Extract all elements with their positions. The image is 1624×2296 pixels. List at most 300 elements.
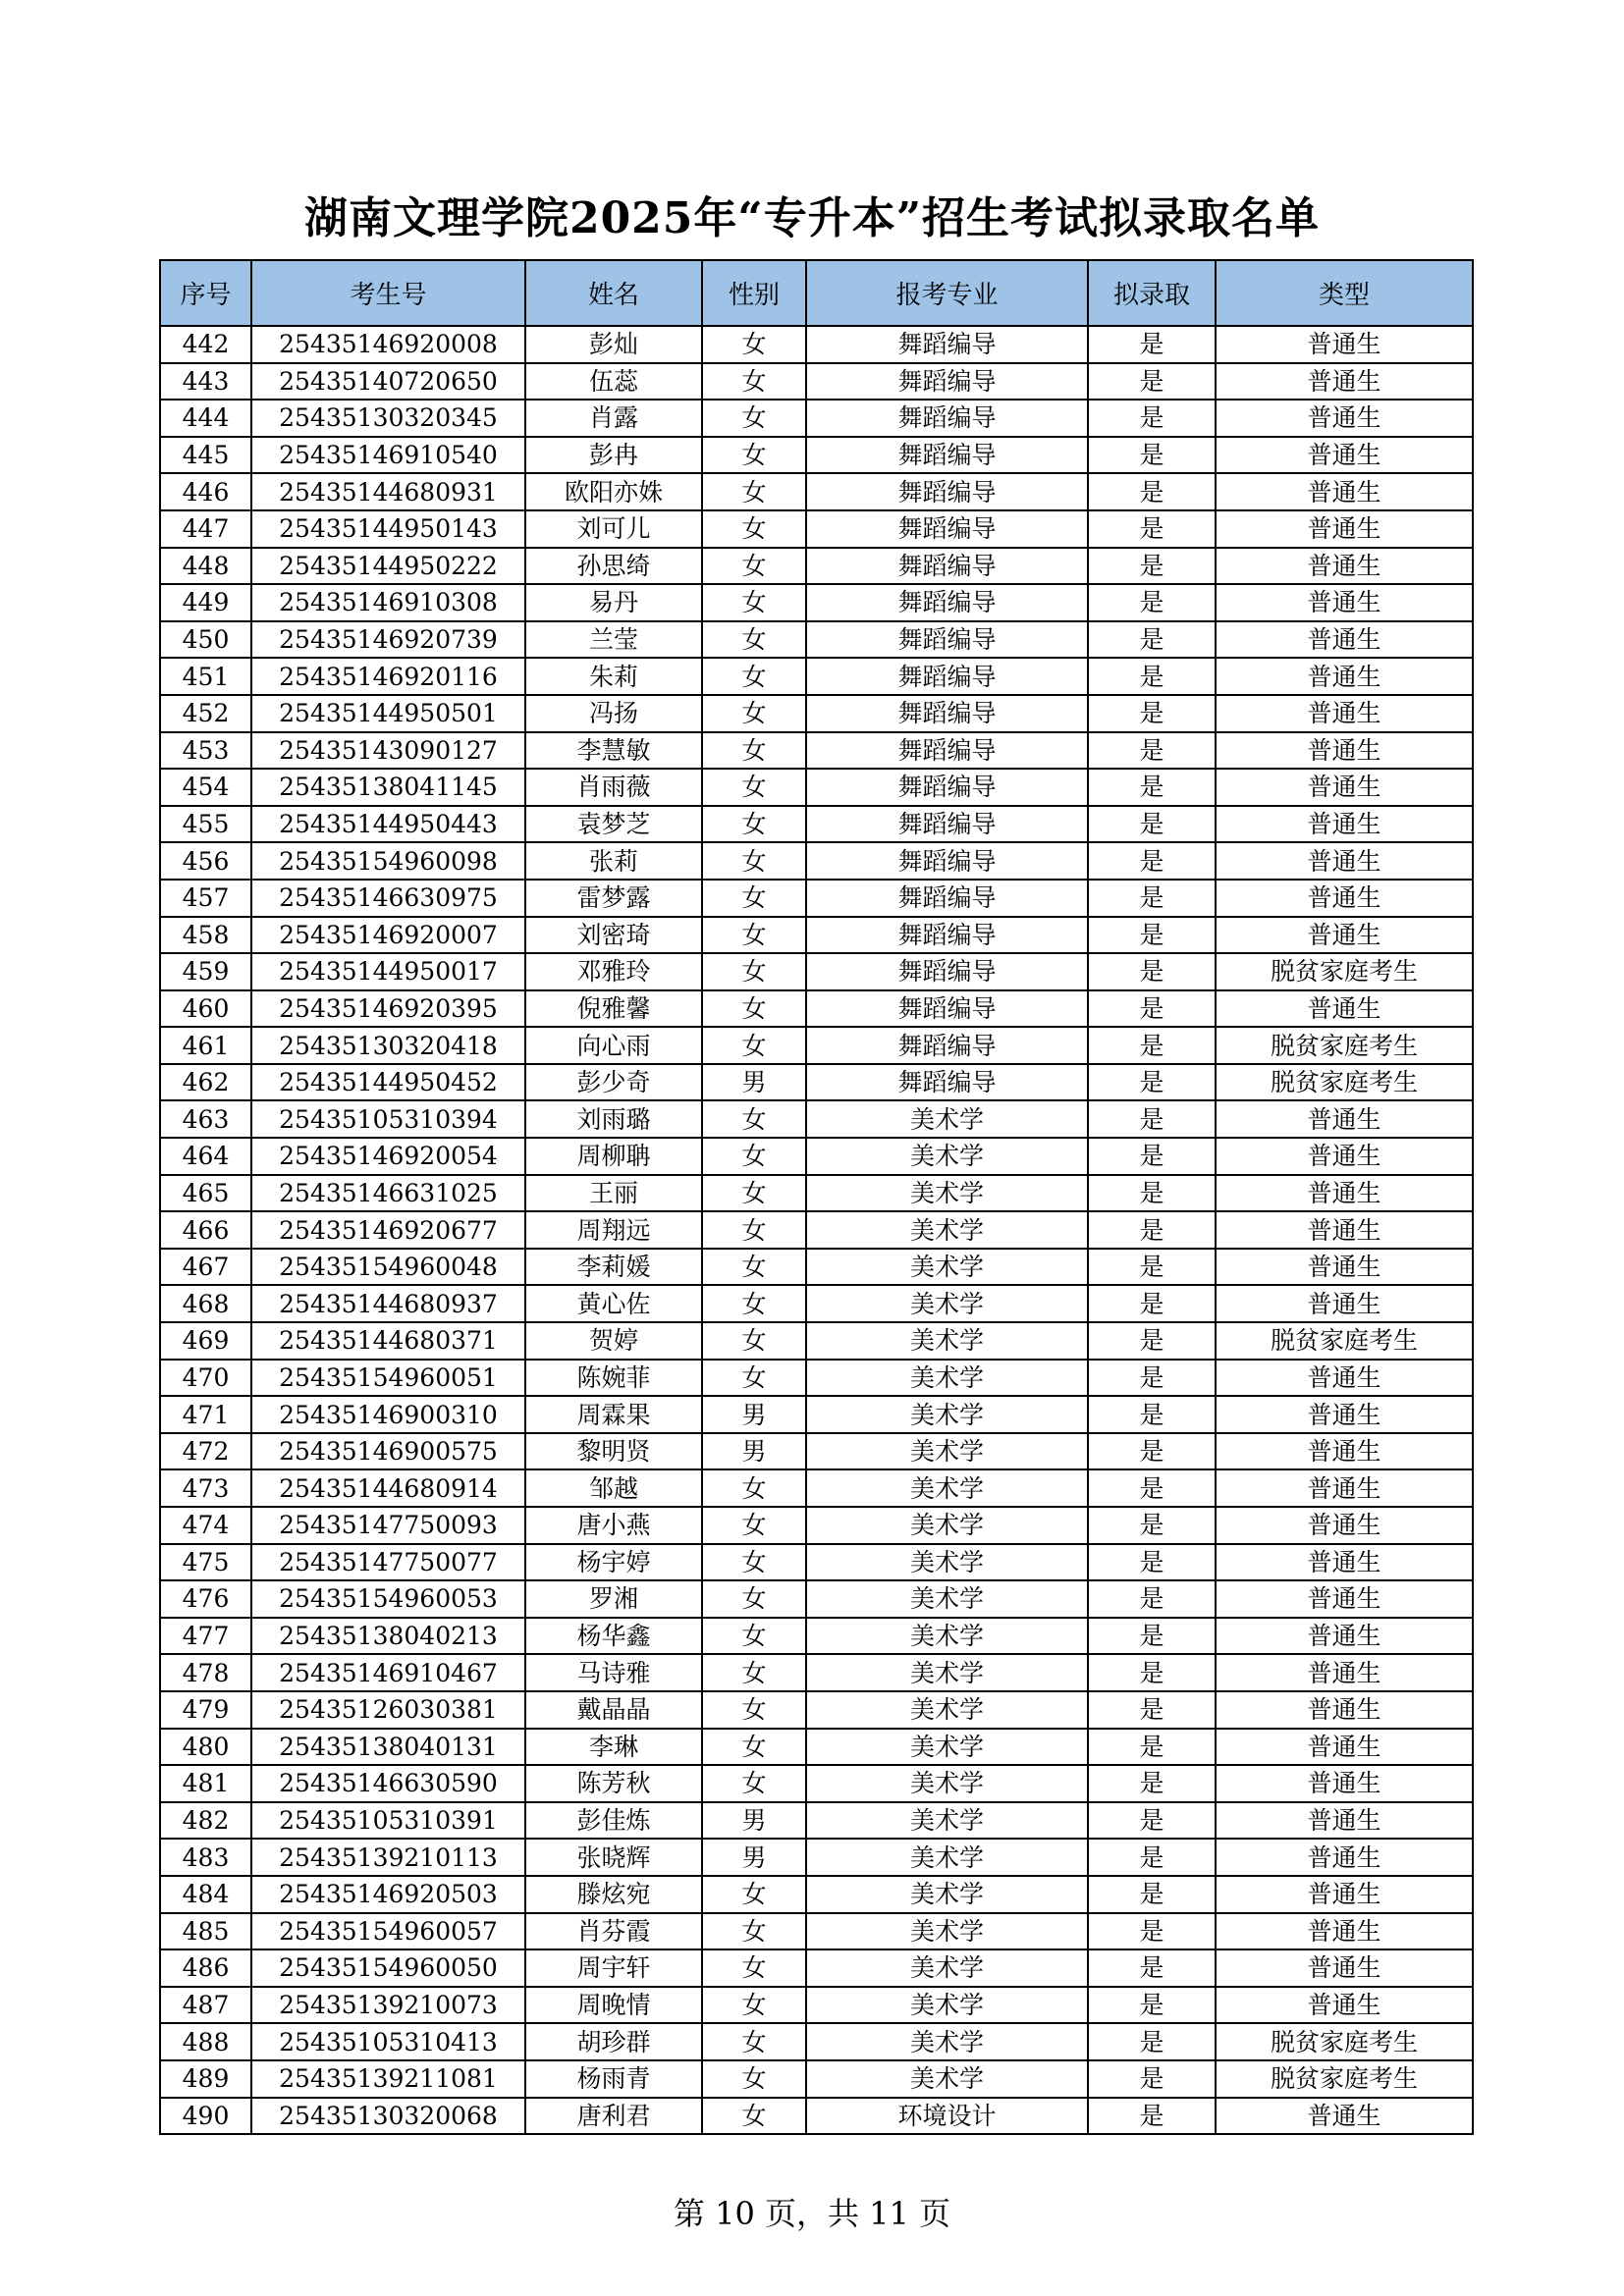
cell-gender: 女 <box>702 1211 806 1249</box>
cell-admitted: 是 <box>1088 806 1216 843</box>
cell-gender: 女 <box>702 1949 806 1987</box>
cell-candidate-id: 25435154960057 <box>251 1913 525 1950</box>
cell-category: 普通生 <box>1216 1876 1473 1913</box>
cell-name: 周霖果 <box>525 1396 702 1433</box>
cell-name: 杨华鑫 <box>525 1618 702 1655</box>
cell-name: 周宇轩 <box>525 1949 702 1987</box>
cell-category: 普通生 <box>1216 1654 1473 1691</box>
cell-category: 普通生 <box>1216 1618 1473 1655</box>
cell-gender: 女 <box>702 990 806 1028</box>
cell-gender: 女 <box>702 769 806 806</box>
cell-index: 463 <box>160 1100 251 1138</box>
cell-gender: 女 <box>702 1027 806 1064</box>
cell-candidate-id: 25435146630590 <box>251 1765 525 1802</box>
cell-category: 普通生 <box>1216 1138 1473 1175</box>
column-header-name: 姓名 <box>525 260 702 326</box>
cell-category: 普通生 <box>1216 1433 1473 1470</box>
cell-index: 474 <box>160 1507 251 1544</box>
cell-admitted: 是 <box>1088 363 1216 400</box>
cell-admitted: 是 <box>1088 1691 1216 1729</box>
cell-name: 孙思绮 <box>525 548 702 585</box>
cell-candidate-id: 25435146920007 <box>251 917 525 954</box>
cell-category: 普通生 <box>1216 1949 1473 1987</box>
cell-category: 脱贫家庭考生 <box>1216 2023 1473 2060</box>
cell-category: 脱贫家庭考生 <box>1216 2060 1473 2098</box>
table-row <box>160 1064 1473 1101</box>
cell-admitted: 是 <box>1088 842 1216 880</box>
page-footer: 第 10 页，共 11 页 <box>673 2195 951 2232</box>
cell-gender: 男 <box>702 1839 806 1876</box>
cell-gender: 女 <box>702 842 806 880</box>
cell-name: 罗湘 <box>525 1580 702 1618</box>
cell-gender: 女 <box>702 1913 806 1950</box>
cell-major: 舞蹈编导 <box>806 1064 1088 1101</box>
cell-gender: 女 <box>702 2098 806 2135</box>
cell-candidate-id: 25435144950501 <box>251 695 525 732</box>
cell-major: 环境设计 <box>806 2098 1088 2135</box>
cell-category: 普通生 <box>1216 1987 1473 2024</box>
cell-candidate-id: 25435138041145 <box>251 769 525 806</box>
cell-candidate-id: 25435146920008 <box>251 326 525 363</box>
cell-category: 普通生 <box>1216 510 1473 548</box>
table-row <box>160 1138 1473 1175</box>
cell-name: 贺婷 <box>525 1322 702 1360</box>
cell-admitted: 是 <box>1088 584 1216 621</box>
cell-major: 舞蹈编导 <box>806 473 1088 510</box>
cell-category: 普通生 <box>1216 621 1473 659</box>
cell-admitted: 是 <box>1088 953 1216 990</box>
table-row <box>160 400 1473 437</box>
cell-name: 陈芳秋 <box>525 1765 702 1802</box>
cell-category: 普通生 <box>1216 1802 1473 1840</box>
cell-gender: 女 <box>702 400 806 437</box>
cell-major: 舞蹈编导 <box>806 510 1088 548</box>
cell-name: 邓雅玲 <box>525 953 702 990</box>
cell-name: 胡珍群 <box>525 2023 702 2060</box>
table-row <box>160 1322 1473 1360</box>
cell-candidate-id: 25435144950222 <box>251 548 525 585</box>
cell-gender: 女 <box>702 326 806 363</box>
cell-admitted: 是 <box>1088 1469 1216 1507</box>
cell-index: 470 <box>160 1360 251 1397</box>
cell-index: 459 <box>160 953 251 990</box>
cell-gender: 女 <box>702 1322 806 1360</box>
cell-admitted: 是 <box>1088 1802 1216 1840</box>
cell-index: 450 <box>160 621 251 659</box>
cell-gender: 女 <box>702 1876 806 1913</box>
cell-name: 邹越 <box>525 1469 702 1507</box>
cell-name: 彭冉 <box>525 437 702 474</box>
cell-name: 肖芬霞 <box>525 1913 702 1950</box>
cell-index: 480 <box>160 1729 251 1766</box>
cell-gender: 女 <box>702 1987 806 2024</box>
cell-index: 461 <box>160 1027 251 1064</box>
table-row <box>160 1175 1473 1212</box>
table-row <box>160 1100 1473 1138</box>
cell-major: 美术学 <box>806 1249 1088 1286</box>
table-row <box>160 1360 1473 1397</box>
cell-major: 美术学 <box>806 1138 1088 1175</box>
cell-candidate-id: 25435154960053 <box>251 1580 525 1618</box>
cell-major: 舞蹈编导 <box>806 326 1088 363</box>
cell-index: 482 <box>160 1802 251 1840</box>
cell-gender: 男 <box>702 1433 806 1470</box>
cell-index: 453 <box>160 732 251 770</box>
cell-gender: 女 <box>702 548 806 585</box>
cell-admitted: 是 <box>1088 1138 1216 1175</box>
cell-admitted: 是 <box>1088 1027 1216 1064</box>
cell-index: 443 <box>160 363 251 400</box>
cell-admitted: 是 <box>1088 769 1216 806</box>
table-row <box>160 1580 1473 1618</box>
cell-category: 普通生 <box>1216 695 1473 732</box>
cell-name: 伍蕊 <box>525 363 702 400</box>
cell-admitted: 是 <box>1088 1396 1216 1433</box>
column-header-admitted: 拟录取 <box>1088 260 1216 326</box>
cell-index: 485 <box>160 1913 251 1950</box>
cell-gender: 女 <box>702 1618 806 1655</box>
cell-index: 475 <box>160 1544 251 1581</box>
cell-gender: 女 <box>702 1544 806 1581</box>
cell-major: 美术学 <box>806 1285 1088 1322</box>
cell-index: 478 <box>160 1654 251 1691</box>
cell-admitted: 是 <box>1088 1949 1216 1987</box>
cell-name: 雷梦露 <box>525 880 702 917</box>
cell-admitted: 是 <box>1088 2023 1216 2060</box>
cell-candidate-id: 25435146910308 <box>251 584 525 621</box>
cell-index: 473 <box>160 1469 251 1507</box>
cell-gender: 女 <box>702 917 806 954</box>
cell-index: 467 <box>160 1249 251 1286</box>
cell-category: 脱贫家庭考生 <box>1216 1322 1473 1360</box>
cell-index: 476 <box>160 1580 251 1618</box>
table-row <box>160 1396 1473 1433</box>
cell-admitted: 是 <box>1088 1913 1216 1950</box>
cell-index: 477 <box>160 1618 251 1655</box>
cell-candidate-id: 25435126030381 <box>251 1691 525 1729</box>
admission-table <box>159 259 1474 2135</box>
cell-index: 447 <box>160 510 251 548</box>
cell-candidate-id: 25435146910540 <box>251 437 525 474</box>
cell-major: 舞蹈编导 <box>806 917 1088 954</box>
cell-major: 美术学 <box>806 1175 1088 1212</box>
cell-candidate-id: 25435146920503 <box>251 1876 525 1913</box>
cell-major: 舞蹈编导 <box>806 842 1088 880</box>
cell-candidate-id: 25435144680371 <box>251 1322 525 1360</box>
cell-gender: 女 <box>702 1469 806 1507</box>
cell-category: 普通生 <box>1216 548 1473 585</box>
cell-candidate-id: 25435147750093 <box>251 1507 525 1544</box>
cell-name: 张莉 <box>525 842 702 880</box>
cell-name: 倪雅馨 <box>525 990 702 1028</box>
table-row <box>160 1211 1473 1249</box>
cell-index: 483 <box>160 1839 251 1876</box>
cell-candidate-id: 25435130320345 <box>251 400 525 437</box>
cell-major: 舞蹈编导 <box>806 400 1088 437</box>
cell-gender: 男 <box>702 1064 806 1101</box>
cell-category: 普通生 <box>1216 1360 1473 1397</box>
cell-name: 易丹 <box>525 584 702 621</box>
table-row <box>160 806 1473 843</box>
cell-gender: 女 <box>702 806 806 843</box>
table-row <box>160 1691 1473 1729</box>
cell-major: 美术学 <box>806 1322 1088 1360</box>
cell-category: 普通生 <box>1216 1544 1473 1581</box>
cell-index: 486 <box>160 1949 251 1987</box>
cell-gender: 女 <box>702 1507 806 1544</box>
cell-gender: 男 <box>702 1802 806 1840</box>
cell-candidate-id: 25435143090127 <box>251 732 525 770</box>
table-row <box>160 1913 1473 1950</box>
cell-admitted: 是 <box>1088 1285 1216 1322</box>
cell-major: 舞蹈编导 <box>806 363 1088 400</box>
cell-gender: 女 <box>702 732 806 770</box>
cell-gender: 女 <box>702 1691 806 1729</box>
cell-admitted: 是 <box>1088 326 1216 363</box>
cell-name: 马诗雅 <box>525 1654 702 1691</box>
table-header-row <box>160 260 1473 326</box>
cell-major: 美术学 <box>806 1876 1088 1913</box>
cell-major: 舞蹈编导 <box>806 806 1088 843</box>
table-row <box>160 658 1473 695</box>
cell-gender: 女 <box>702 1175 806 1212</box>
cell-category: 普通生 <box>1216 473 1473 510</box>
table-row <box>160 621 1473 659</box>
cell-index: 465 <box>160 1175 251 1212</box>
cell-category: 普通生 <box>1216 880 1473 917</box>
cell-name: 李慧敏 <box>525 732 702 770</box>
cell-major: 舞蹈编导 <box>806 732 1088 770</box>
table-row <box>160 548 1473 585</box>
cell-major: 美术学 <box>806 1211 1088 1249</box>
cell-name: 李莉媛 <box>525 1249 702 1286</box>
cell-candidate-id: 25435146920116 <box>251 658 525 695</box>
cell-name: 唐利君 <box>525 2098 702 2135</box>
cell-major: 美术学 <box>806 1544 1088 1581</box>
cell-name: 陈婉菲 <box>525 1360 702 1397</box>
cell-candidate-id: 25435146910467 <box>251 1654 525 1691</box>
cell-candidate-id: 25435154960051 <box>251 1360 525 1397</box>
cell-name: 王丽 <box>525 1175 702 1212</box>
table-row <box>160 1469 1473 1507</box>
column-header-candidate-id: 考生号 <box>251 260 525 326</box>
cell-category: 普通生 <box>1216 842 1473 880</box>
cell-admitted: 是 <box>1088 1876 1216 1913</box>
cell-admitted: 是 <box>1088 1987 1216 2024</box>
cell-name: 彭灿 <box>525 326 702 363</box>
cell-gender: 女 <box>702 2023 806 2060</box>
cell-candidate-id: 25435146900575 <box>251 1433 525 1470</box>
cell-name: 袁梦芝 <box>525 806 702 843</box>
cell-index: 471 <box>160 1396 251 1433</box>
table-row <box>160 584 1473 621</box>
table-row <box>160 1249 1473 1286</box>
cell-index: 448 <box>160 548 251 585</box>
cell-admitted: 是 <box>1088 1322 1216 1360</box>
cell-candidate-id: 25435146631025 <box>251 1175 525 1212</box>
cell-candidate-id: 25435146920054 <box>251 1138 525 1175</box>
table-row <box>160 732 1473 770</box>
cell-candidate-id: 25435144680937 <box>251 1285 525 1322</box>
cell-candidate-id: 25435146920677 <box>251 1211 525 1249</box>
cell-name: 朱莉 <box>525 658 702 695</box>
cell-candidate-id: 25435130320068 <box>251 2098 525 2135</box>
table-row <box>160 1654 1473 1691</box>
cell-category: 普通生 <box>1216 1249 1473 1286</box>
cell-index: 469 <box>160 1322 251 1360</box>
cell-candidate-id: 25435154960050 <box>251 1949 525 1987</box>
cell-gender: 女 <box>702 1138 806 1175</box>
cell-gender: 女 <box>702 1654 806 1691</box>
cell-major: 美术学 <box>806 1618 1088 1655</box>
cell-name: 彭少奇 <box>525 1064 702 1101</box>
cell-candidate-id: 25435105310391 <box>251 1802 525 1840</box>
cell-candidate-id: 25435144680914 <box>251 1469 525 1507</box>
cell-name: 刘可儿 <box>525 510 702 548</box>
cell-category: 普通生 <box>1216 990 1473 1028</box>
cell-major: 舞蹈编导 <box>806 621 1088 659</box>
cell-index: 457 <box>160 880 251 917</box>
column-header-gender: 性别 <box>702 260 806 326</box>
cell-admitted: 是 <box>1088 695 1216 732</box>
cell-category: 普通生 <box>1216 1765 1473 1802</box>
cell-name: 冯扬 <box>525 695 702 732</box>
table-row <box>160 2023 1473 2060</box>
cell-category: 普通生 <box>1216 658 1473 695</box>
cell-candidate-id: 25435138040131 <box>251 1729 525 1766</box>
cell-admitted: 是 <box>1088 1433 1216 1470</box>
cell-category: 普通生 <box>1216 1285 1473 1322</box>
cell-candidate-id: 25435144950017 <box>251 953 525 990</box>
cell-index: 444 <box>160 400 251 437</box>
cell-admitted: 是 <box>1088 1064 1216 1101</box>
cell-admitted: 是 <box>1088 1175 1216 1212</box>
cell-index: 479 <box>160 1691 251 1729</box>
cell-candidate-id: 25435154960048 <box>251 1249 525 1286</box>
cell-major: 美术学 <box>806 1507 1088 1544</box>
cell-major: 美术学 <box>806 2060 1088 2098</box>
cell-category: 普通生 <box>1216 437 1473 474</box>
cell-index: 460 <box>160 990 251 1028</box>
cell-admitted: 是 <box>1088 658 1216 695</box>
cell-admitted: 是 <box>1088 732 1216 770</box>
table-row <box>160 1839 1473 1876</box>
cell-major: 舞蹈编导 <box>806 769 1088 806</box>
cell-admitted: 是 <box>1088 1249 1216 1286</box>
table-row <box>160 953 1473 990</box>
table-row <box>160 1949 1473 1987</box>
cell-name: 刘密琦 <box>525 917 702 954</box>
cell-major: 美术学 <box>806 1360 1088 1397</box>
column-header-index: 序号 <box>160 260 251 326</box>
cell-major: 美术学 <box>806 1580 1088 1618</box>
cell-major: 舞蹈编导 <box>806 584 1088 621</box>
cell-name: 李琳 <box>525 1729 702 1766</box>
cell-candidate-id: 25435139210073 <box>251 1987 525 2024</box>
cell-name: 周翔远 <box>525 1211 702 1249</box>
cell-admitted: 是 <box>1088 1765 1216 1802</box>
cell-category: 普通生 <box>1216 1211 1473 1249</box>
cell-category: 普通生 <box>1216 363 1473 400</box>
cell-gender: 女 <box>702 1285 806 1322</box>
cell-major: 舞蹈编导 <box>806 437 1088 474</box>
cell-index: 464 <box>160 1138 251 1175</box>
cell-category: 普通生 <box>1216 584 1473 621</box>
cell-candidate-id: 25435140720650 <box>251 363 525 400</box>
cell-category: 脱贫家庭考生 <box>1216 1064 1473 1101</box>
cell-admitted: 是 <box>1088 1100 1216 1138</box>
cell-category: 普通生 <box>1216 1469 1473 1507</box>
cell-admitted: 是 <box>1088 2060 1216 2098</box>
cell-major: 美术学 <box>806 1729 1088 1766</box>
cell-index: 458 <box>160 917 251 954</box>
cell-name: 戴晶晶 <box>525 1691 702 1729</box>
cell-name: 刘雨璐 <box>525 1100 702 1138</box>
column-header-category: 类型 <box>1216 260 1473 326</box>
cell-admitted: 是 <box>1088 473 1216 510</box>
table-row <box>160 1285 1473 1322</box>
cell-gender: 女 <box>702 621 806 659</box>
column-header-major: 报考专业 <box>806 260 1088 326</box>
cell-category: 普通生 <box>1216 2098 1473 2135</box>
table-row <box>160 1987 1473 2024</box>
cell-category: 普通生 <box>1216 1507 1473 1544</box>
cell-major: 美术学 <box>806 1691 1088 1729</box>
cell-major: 美术学 <box>806 1913 1088 1950</box>
cell-major: 美术学 <box>806 1433 1088 1470</box>
cell-category: 脱贫家庭考生 <box>1216 953 1473 990</box>
cell-name: 周晚情 <box>525 1987 702 2024</box>
cell-index: 449 <box>160 584 251 621</box>
cell-candidate-id: 25435144950443 <box>251 806 525 843</box>
table-row <box>160 695 1473 732</box>
cell-candidate-id: 25435154960098 <box>251 842 525 880</box>
cell-major: 美术学 <box>806 1396 1088 1433</box>
cell-index: 487 <box>160 1987 251 2024</box>
cell-gender: 女 <box>702 510 806 548</box>
cell-admitted: 是 <box>1088 1580 1216 1618</box>
cell-name: 兰莹 <box>525 621 702 659</box>
cell-major: 舞蹈编导 <box>806 695 1088 732</box>
cell-name: 黄心佐 <box>525 1285 702 1322</box>
table-row <box>160 326 1473 363</box>
table-row <box>160 990 1473 1028</box>
cell-admitted: 是 <box>1088 400 1216 437</box>
cell-gender: 女 <box>702 953 806 990</box>
cell-gender: 女 <box>702 363 806 400</box>
cell-admitted: 是 <box>1088 1654 1216 1691</box>
cell-category: 普通生 <box>1216 732 1473 770</box>
cell-major: 舞蹈编导 <box>806 548 1088 585</box>
cell-gender: 女 <box>702 437 806 474</box>
table-row <box>160 1729 1473 1766</box>
cell-gender: 女 <box>702 1249 806 1286</box>
cell-name: 滕炫宛 <box>525 1876 702 1913</box>
cell-category: 普通生 <box>1216 326 1473 363</box>
cell-gender: 女 <box>702 658 806 695</box>
cell-index: 481 <box>160 1765 251 1802</box>
table-row <box>160 917 1473 954</box>
cell-major: 美术学 <box>806 1839 1088 1876</box>
cell-admitted: 是 <box>1088 1544 1216 1581</box>
cell-name: 向心雨 <box>525 1027 702 1064</box>
cell-candidate-id: 25435146630975 <box>251 880 525 917</box>
table-row <box>160 473 1473 510</box>
cell-index: 442 <box>160 326 251 363</box>
cell-index: 490 <box>160 2098 251 2135</box>
cell-admitted: 是 <box>1088 917 1216 954</box>
cell-index: 456 <box>160 842 251 880</box>
